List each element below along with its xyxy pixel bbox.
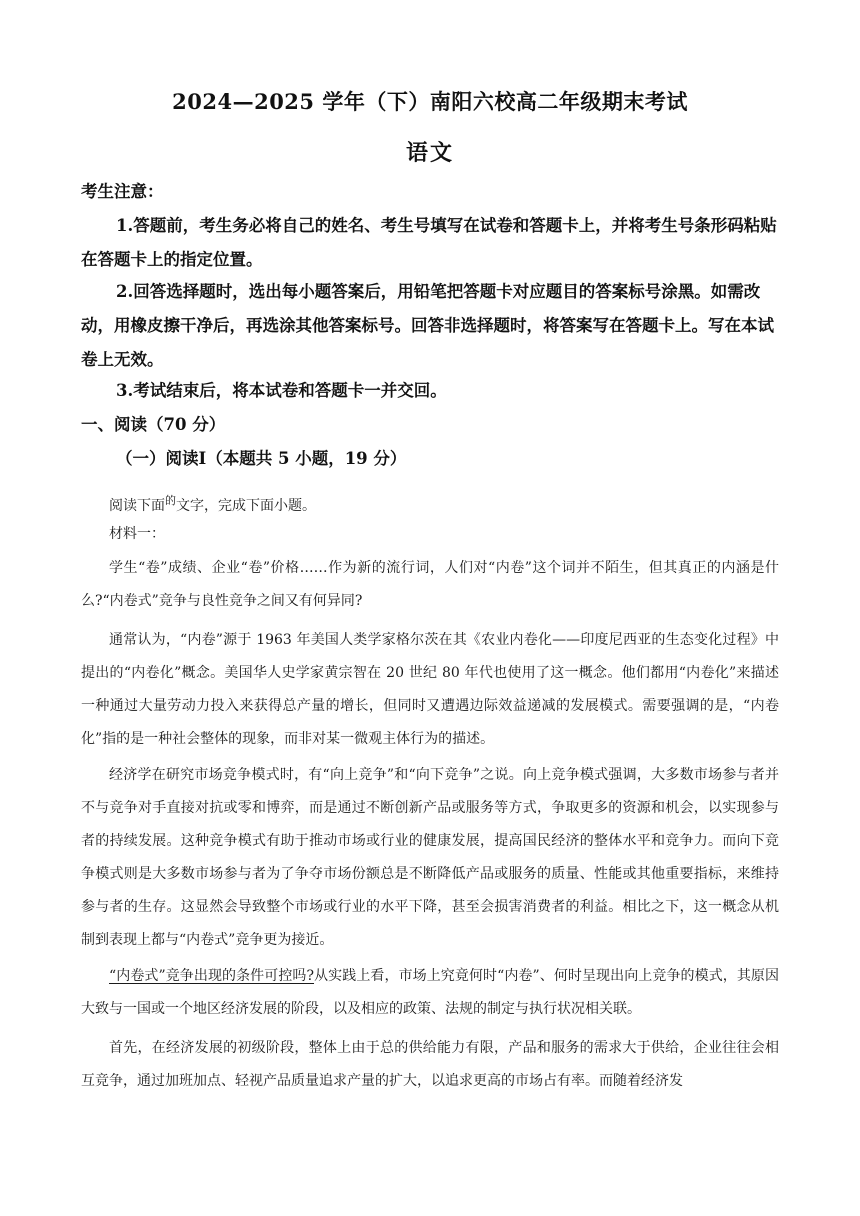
paragraph-4-rest: 从实践上看，市场上究竟何时“内卷”、何时呈现出向上竞争的模式，其原因大致与一国或一个地区经济发展的阶段，以及相应的政策、法规的制定与执行状况相关联。 — [81, 968, 780, 1017]
notice-item-3: 3.考试结束后，将本试卷和答题卡一并交回。 — [116, 381, 447, 400]
exam-title: 2024—2025 学年（下）南阳六校高二年级期末考试 — [172, 89, 688, 114]
subsection-heading: （一）阅读Ⅰ（本题共 5 小题，19 分） — [116, 449, 407, 468]
subject-title: 语文 — [405, 140, 454, 166]
paragraph-5: 首先，在经济发展的初级阶段，整体上由于总的供给能力有限，产品和服务的需求大于供给，企业往往会相互竞争，通过加班加点、轻视产品质量追求产量的扩大，以追求更高的市场占有率。而随着经济发 — [81, 1040, 779, 1089]
notice-item-1: 1.答题前，考生务必将自己的姓名、考生号填写在试卷和答题卡上，并将考生号条形码粘贴在答题卡上的指定位置。 — [81, 216, 777, 269]
section-heading: 一、阅读（70 分） — [81, 415, 226, 434]
instruction-superscript: 的 — [165, 494, 176, 507]
notice-item-2: 2.回答选择题时，选出每小题答案后，用铅笔把答题卡对应题目的答案标号涂黑。如需改动，用橡皮擦干净后，再选涂其他答案标号。回答非选择题时，将答案写在答题卡上。写在本试卷上无效。 — [81, 282, 774, 369]
instruction-text-b: 文字，完成下面小题。 — [176, 498, 316, 514]
notice-heading: 考生注意： — [81, 182, 164, 201]
instruction-text-a: 阅读下面 — [109, 498, 165, 514]
material-label: 材料一： — [109, 526, 165, 542]
paragraph-1: 学生“卷”成绩、企业“卷”价格……作为新的流行词，人们对“内卷”这个词并不陌生，但其真正的内涵是什么?“内卷式”竞争与良性竞争之间又有何异同? — [81, 560, 779, 609]
paragraph-4 — [81, 960, 779, 1026]
underlined-question: “内卷式”竞争出现的条件可控吗? — [109, 968, 315, 984]
paragraph-2: 通常认为，“内卷”源于 1963 年美国人类学家格尔茨在其《农业内卷化——印度尼西亚的生态变化过程》中提出的“内卷化”概念。美国华人史学家黄宗智在 20 世纪 80 年代也使用了这一概念。他们都用“内卷化”来描述一种通过大量劳动力投入来获得总产量的增长，但同时又遭遇边际效益递减的发展模式。需要强调的是，“内卷化”指的是一种社会整体的现象，而非对某一微观主体行为的描述。 — [81, 632, 779, 747]
paragraph-3: 经济学在研究市场竞争模式时，有“向上竞争”和“向下竞争”之说。向上竞争模式强调，大多数市场参与者并不与竞争对手直接对抗或零和博弈，而是通过不断创新产品或服务等方式，争取更多的资源和机会，以实现参与者的持续发展。这种竞争模式有助于推动市场或行业的健康发展，提高国民经济的整体水平和竞争力。而向下竞争模式则是大多数市场参与者为了争夺市场份额总是不断降低产品或服务的质量、性能或其他重要指标，来维持参与者的生存。这显然会导致整个市场或行业的水平下降，甚至会损害消费者的利益。相比之下，这一概念从机制到表现上都与“内卷式”竞争更为接近。 — [81, 767, 779, 948]
